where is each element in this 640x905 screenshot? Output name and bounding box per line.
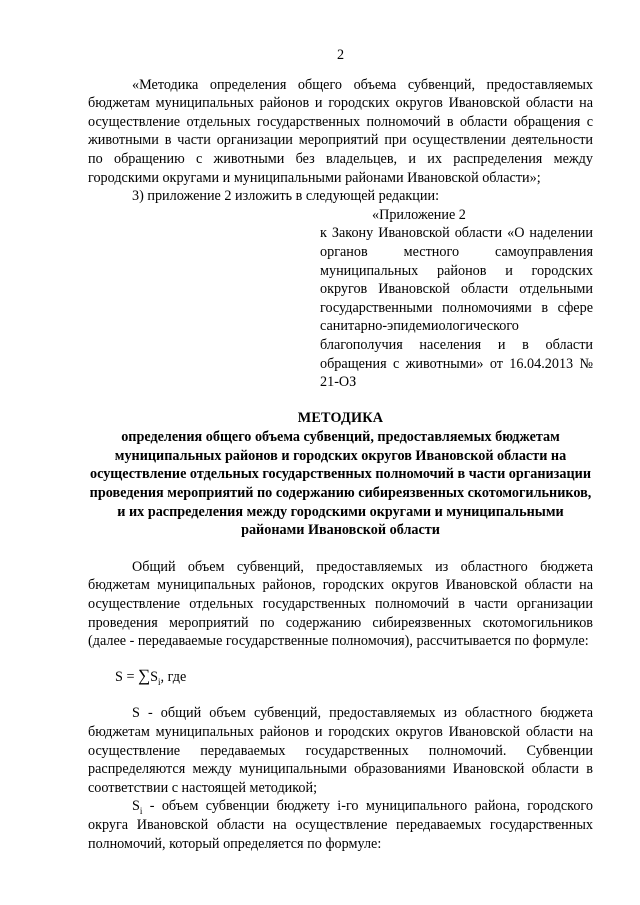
appendix-header: [320, 206, 593, 392]
definition-s: [88, 704, 593, 797]
list-item-3: 3) приложение 2 изложить в следующей редакции:: [132, 188, 440, 205]
page-number: 2: [336, 47, 345, 63]
definition-si-subscript: i: [139, 806, 143, 817]
definition-s-text: - общий объем субвенций, предоставляемых из областного бюджета бюджетам муниципальных районов и городских округов Ивановской области на осуществление передаваемых государственных полномочий. Субвенции распределяются между муниципальными образованиями Ивановской области в соответствии с настоящей методикой;: [88, 705, 593, 796]
total-subvention-paragraph: Общий объем субвенций, предоставляемых из областного бюджета бюджетам муниципальных районов, городских округов Ивановской области на осуществление отдельных государственных полномочий в части организации проведения мероприятий по содержанию сибиреязвенных скотомогильников (далее - передаваемые государственные полномочия), рассчитывается по формуле:: [88, 558, 593, 650]
appendix-label: «Приложение 2: [372, 206, 466, 223]
formula-subscript: i: [158, 676, 161, 687]
summation-symbol: ∑: [138, 665, 151, 685]
definition-s-symbol: S: [132, 705, 140, 722]
method-subtitle: определения общего объема субвенций, предоставляемых бюджетам муниципальных районов и городских округов Ивановской области на осуществление отдельных государственных полномочий в части организации проведения мероприятий по содержанию сибиреязвенных скотомогильников, и их распределения между городскими округами и муниципальными районами Ивановской области: [89, 429, 592, 539]
sum-formula: [115, 665, 593, 687]
formula-equals: =: [122, 668, 138, 685]
definition-si-text: - объем субвенции бюджету i-го муниципального района, городского округа Ивановской области на осуществление передаваемых государственных полномочий, который определяется по формуле:: [88, 798, 593, 852]
method-title: МЕТОДИКА: [297, 409, 384, 426]
quoted-method-title-paragraph: «Методика определения общего объема субвенций, предоставляемых бюджетам муниципальных районов и городских округов Ивановской области на осуществление отдельных государственных полномочий в области обращения с животными в части организации мероприятий при осуществлении деятельности по обращению с животными без владельцев, и их распределения между городскими округами и муниципальными районами Ивановской области»;: [88, 76, 593, 186]
definition-si-symbol: S: [132, 798, 140, 815]
definition-si: [88, 797, 593, 853]
formula-lhs: S: [115, 668, 123, 685]
appendix-law-reference: к Закону Ивановской области «О наделении органов местного самоуправления муниципальных районов и городских округов Ивановской области отдельными государственными полномочиями в сфере санитарно-эпидемиологического благополучия населения и в области обращения с животными» от 16.04.2013 № 21-ОЗ: [320, 225, 593, 391]
formula-term: S: [150, 668, 159, 685]
formula-tail: , где: [160, 668, 187, 685]
